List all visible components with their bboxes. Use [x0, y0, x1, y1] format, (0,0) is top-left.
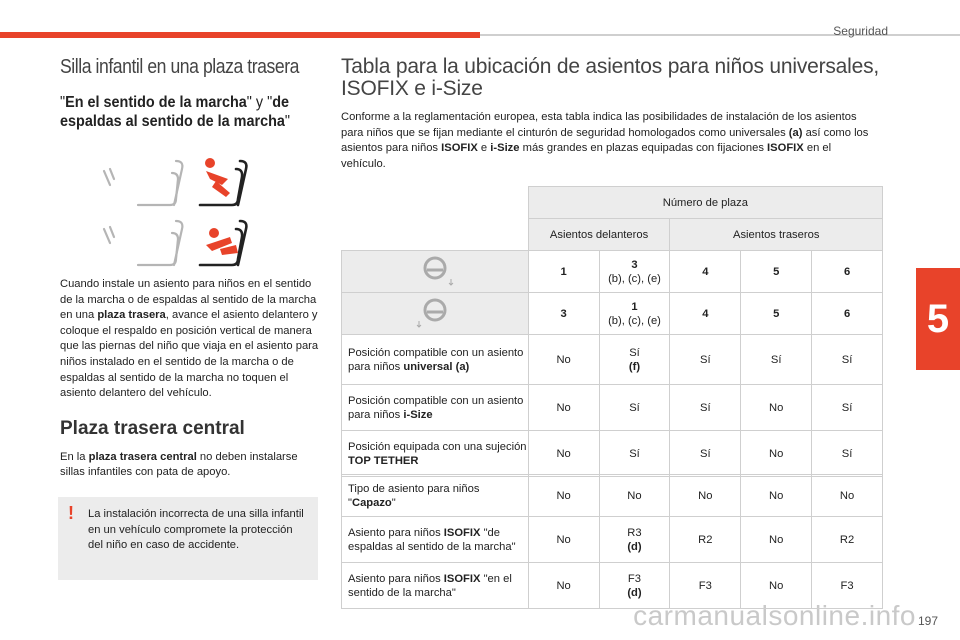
table-row: Asiento para niños ISOFIX "de espaldas al sentido de la marcha" No R3 (d) R2 No R2 [342, 517, 883, 563]
header-front: Asientos delanteros [528, 219, 670, 251]
central-rear-heading: Plaza trasera central [60, 417, 245, 439]
table-intro: Conforme a la reglamentación europea, esta tabla indica las posibilidades de instalación de los asientos para niños que se fijan mediante el cinturón de seguridad homologados como universales (a) así como los asientos para niños ISOFIX e i-Size más grandes en plazas equipadas con fijaciones ISOFIX en el vehículo. [341, 111, 869, 170]
left-column [60, 56, 320, 580]
table-row: Asiento para niños ISOFIX "en el sentido de la marcha" No F3 (d) F3 No F3 [342, 563, 883, 609]
accent-bar [0, 32, 480, 38]
steering-wheel-lhd-icon [342, 251, 529, 293]
right-column [341, 56, 886, 172]
steering-wheel-rhd-icon [342, 293, 529, 335]
warning-icon: ! [68, 502, 74, 523]
table-row: Posición equipada con una sujeción TOP TETHER No Sí Sí No Sí [342, 431, 883, 477]
section-label: Seguridad [833, 24, 888, 38]
table-row: Posición compatible con un asiento para niños universal (a) No Sí (f) Sí Sí Sí [342, 335, 883, 385]
seat-type-table [341, 474, 883, 609]
table-row: 3 1 (b), (c), (e) 4 5 6 [342, 293, 883, 335]
seat-illustration [60, 149, 320, 269]
table-row: Tipo de asiento para niños "Capazo" No No No No No [342, 475, 883, 517]
table-row: 1 3 (b), (c), (e) 4 5 6 [342, 251, 883, 293]
warning-box [58, 497, 318, 580]
page-number: 197 [917, 614, 938, 628]
child-seat-diagram-icon [60, 149, 320, 269]
watermark: carmanualsonline.info [633, 600, 916, 631]
header-plaza: Número de plaza [528, 187, 882, 219]
table-section-title: Tabla para la ubicación de asientos para niños universales, ISOFIX e i-Size [341, 55, 880, 100]
header-rear: Asientos traseros [670, 219, 883, 251]
rear-seat-paragraph: Cuando instale un asiento para niños en el sentido de la marcha o de espaldas al sentido de la marcha en una plaza trasera, avance el asiento delantero y coloque el respaldo en posición vertical de manera que las piernas del niño que viaja en el asiento para niños instalado en el sentido de la marcha o de espaldas al sentido de la marcha no toquen el asiento delantero del vehículo. [60, 278, 319, 400]
table-row: Posición compatible con un asiento para niños i-Size No Sí Sí No Sí [342, 385, 883, 431]
subtitle: "En el sentido de la marcha" y "de espaldas al sentido de la marcha" [60, 94, 291, 130]
warning-text: La instalación incorrecta de una silla infantil en un vehículo compromete la protección del niño en caso de accidente. [88, 507, 304, 552]
central-rear-paragraph: En la plaza trasera central no deben instalarse sillas infantiles con pata de apoyo. [60, 450, 298, 479]
header-rule [480, 34, 960, 36]
chapter-tab: 5 [916, 268, 960, 370]
page-title: Silla infantil en una plaza trasera [60, 56, 299, 78]
placement-table [341, 186, 883, 477]
